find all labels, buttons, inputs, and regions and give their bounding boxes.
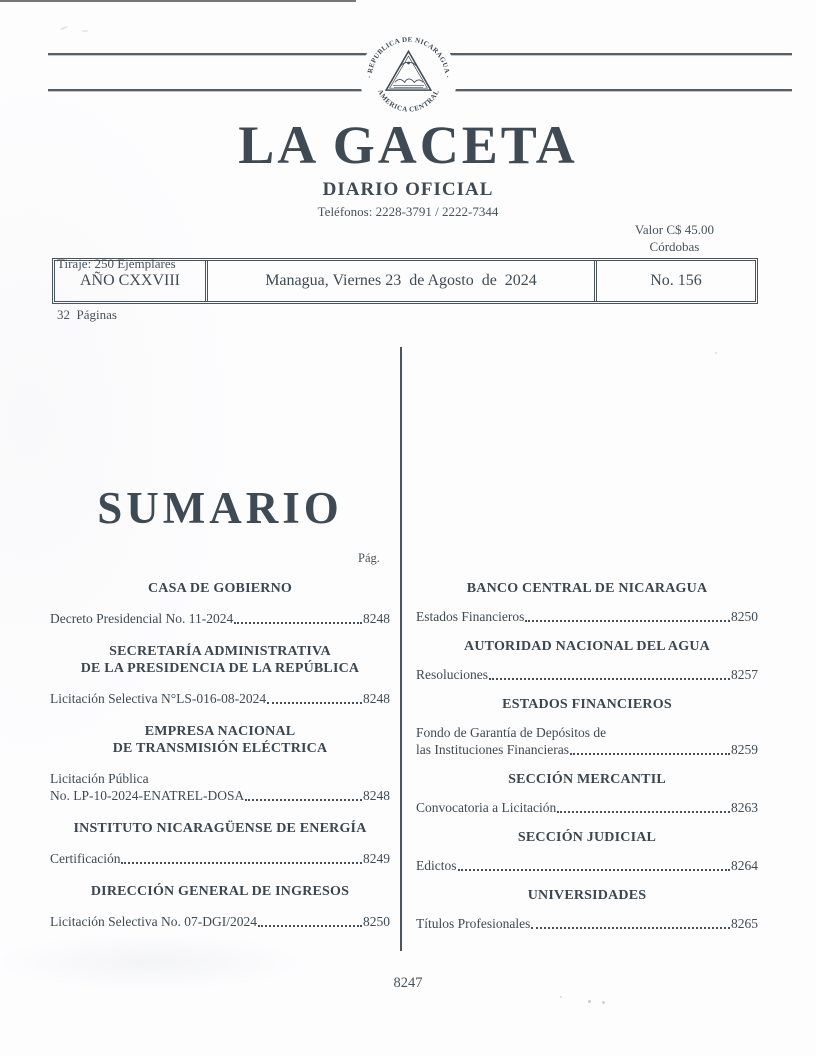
toc-entry-label: Estados Financieros [416,609,525,624]
toc-entry-label: Títulos Profesionales [416,916,531,931]
toc-entry [50,690,390,707]
seal-top-text: · REPUBLICA DE NICARAGUA · [365,35,452,79]
dot-leader [458,869,731,871]
toc-section-title: CASA DE GOBIERNO [147,581,292,596]
issue-bar [52,258,758,304]
toc-entry [50,610,390,627]
column-divider [400,347,402,951]
scan-speck [588,1000,591,1003]
toc-entry-label: Resoluciones [416,667,488,682]
toc-entry-page: 8249 [363,851,390,866]
toc-entry-label: No. LP-10-2024-ENATREL-DOSA [50,788,245,803]
toc-entry-label: las Instituciones Financieras [416,742,569,757]
issue-date: Managua, Viernes 23 de Agosto de 2024 [205,261,597,301]
toc-section-title: SECRETARÍA ADMINISTRATIVA DE LA PRESIDENCIA DE LA REPÚBLICA [80,644,360,676]
svg-text:· REPUBLICA DE NICARAGUA · [366,36,452,79]
toc-entry-page: 8248 [363,611,390,626]
dot-leader [525,620,730,622]
gazette-subtitle: DIARIO OFICIAL [322,179,494,200]
toc-entry-page: 8264 [731,858,758,873]
toc-entry-label: Licitación Selectiva No. 07-DGI/2024 [50,914,257,929]
toc-section-mercantil [416,771,758,816]
masthead [0,115,816,220]
toc-entry-pre-line: Licitación Pública [50,771,149,786]
toc-entry [50,850,390,867]
toc-section-judicial [416,829,758,874]
toc-section-title: EMPRESA NACIONAL DE TRANSMISIÓN ELÉCTRICA [112,724,328,756]
toc-entry-pre-line: Fondo de Garantía de Depósitos de [416,725,607,740]
toc-section-universidades [416,887,758,932]
valor-block [635,221,714,255]
footer-page-number: 8247 [393,975,423,991]
toc-entry-page: 8248 [363,691,390,706]
dot-leader [121,862,362,864]
scan-artifact-top-edge [0,0,356,2]
page-column-label: Pág. [358,551,380,565]
dot-leader [531,927,730,929]
toc-entry-page: 8250 [731,609,758,624]
toc-section-instituto-energia [50,820,390,867]
gazette-title: LA GACETA [238,115,578,175]
sumario-heading: SUMARIO [97,483,343,533]
toc-entry [416,724,758,758]
dot-leader [267,702,362,704]
phones-line: Teléfonos: 2228-3791 / 2222-7344 [317,204,499,219]
seal-triangle-emblem [386,51,431,90]
scan-speck [602,1001,605,1004]
issue-number: No. 156 [650,272,702,289]
toc-entry-page: 8257 [731,667,758,682]
toc-entry-page: 8263 [731,800,758,815]
toc-entry-label: Convocatoria a Licitación [416,800,557,815]
dot-leader [557,811,730,813]
toc-section-autoridad-agua [416,638,758,683]
scan-speck [560,996,562,998]
dot-leader [570,753,730,755]
toc-entry-page: 8248 [363,788,390,803]
scan-speck [715,352,717,354]
toc-section-title: SECCIÓN JUDICIAL [517,830,657,845]
valor-line2: Córdobas [649,239,700,254]
valor-line1: Valor C$ 45.00 [634,222,714,237]
toc-column-left [50,580,390,930]
toc-section-dgi [50,883,390,930]
toc-entry [50,770,390,804]
toc-entry-label: Edictos [416,858,457,873]
toc-entry [416,666,758,683]
tiraje-line2: 32 Páginas [57,307,117,322]
svg-text:AMERICA CENTRAL [376,88,441,113]
dot-leader [245,799,362,801]
toc-entry-label: Certificación [50,851,121,866]
toc-entry [50,913,390,930]
toc-entry [416,857,758,874]
tiraje-line1: Tiraje: 250 Ejemplares [57,256,176,271]
dot-leader [234,622,362,624]
toc-entry-label: Licitación Selectiva N°LS-016-08-2024 [50,691,267,706]
toc-section-title: AUTORIDAD NACIONAL DEL AGUA [464,639,710,654]
toc-section-secretaria-administrativa [50,643,390,707]
toc-entry [416,915,758,932]
toc-entry-page: 8259 [731,742,758,757]
toc-entry-label: Decreto Presidencial No. 11-2024 [50,611,234,626]
nicaragua-seal-icon [360,30,457,127]
toc-section-estados-financieros [416,696,758,758]
scan-speck [60,26,68,30]
scan-speck [82,30,88,32]
dot-leader [258,925,362,927]
toc-section-title: ESTADOS FINANCIEROS [502,697,672,712]
toc-entry [416,799,758,816]
toc-section-empresa-nacional [50,723,390,804]
issue-year: AÑO CXXVIII [80,272,180,289]
toc-entry-page: 8265 [731,916,758,931]
toc-section-banco-central [416,580,758,625]
toc-entry-page: 8250 [363,914,390,929]
toc-section-title: SECCIÓN MERCANTIL [508,772,666,787]
dot-leader [489,678,730,680]
toc-section-title: DIRECCIÓN GENERAL DE INGRESOS [90,884,350,899]
toc-section-title: UNIVERSIDADES [527,888,647,903]
toc-section-title: INSTITUTO NICARAGÜENSE DE ENERGÍA [73,821,367,836]
toc-section-title: BANCO CENTRAL DE NICARAGUA [466,581,708,596]
toc-entry [416,608,758,625]
nicaragua-seal [360,30,457,127]
toc-column-right [416,580,758,932]
seal-bottom-text: AMERICA CENTRAL [375,88,442,114]
toc-section-casa-de-gobierno [50,580,390,627]
